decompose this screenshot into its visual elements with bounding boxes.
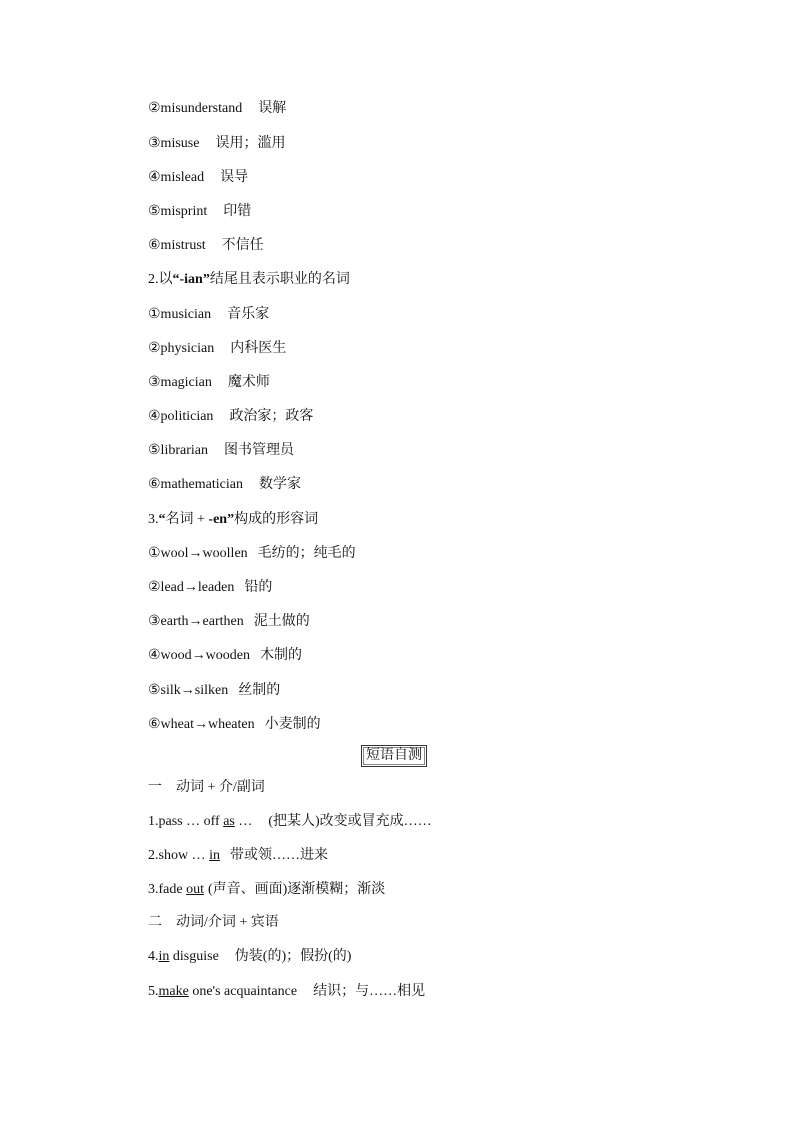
list-item bbox=[148, 168, 248, 188]
phrase-item bbox=[148, 846, 328, 866]
answer-blank: in bbox=[158, 949, 170, 964]
heading-text: 构成的形容词 bbox=[234, 512, 319, 527]
meaning: 印错 bbox=[223, 204, 252, 219]
meaning: 泥土做的 bbox=[253, 614, 310, 629]
meaning: 带或领……进来 bbox=[229, 848, 328, 863]
list-item bbox=[148, 99, 286, 119]
meaning: 魔术师 bbox=[227, 375, 270, 390]
word: ⑥mistrust bbox=[148, 238, 206, 253]
meaning: 图书管理员 bbox=[223, 443, 294, 458]
word: ⑤librarian bbox=[148, 443, 208, 458]
word: ⑥mathematician bbox=[148, 477, 243, 492]
phrase-text: one's acquaintance bbox=[188, 984, 298, 999]
list-item bbox=[148, 305, 269, 325]
word: ③earth→earthen bbox=[148, 614, 244, 629]
word: ①musician bbox=[148, 307, 212, 322]
phrase-text: 2.show … bbox=[148, 848, 210, 863]
phrase-text: … bbox=[234, 814, 253, 829]
phrase-item bbox=[148, 947, 351, 967]
list-item bbox=[148, 681, 280, 701]
word: ③misuse bbox=[148, 136, 200, 151]
suffix-term: -en bbox=[208, 512, 228, 527]
list-item bbox=[148, 134, 285, 154]
word: ①wool→woollen bbox=[148, 546, 248, 561]
meaning: 政治家；政客 bbox=[229, 409, 314, 424]
meaning: 不信任 bbox=[221, 238, 264, 253]
word: ④wood→wooden bbox=[148, 648, 250, 663]
list-item bbox=[148, 202, 251, 222]
meaning: 木制的 bbox=[260, 648, 302, 663]
heading-text: 名词 + bbox=[165, 512, 209, 527]
meaning: (把某人)改变或冒充成…… bbox=[268, 814, 432, 829]
word: ②lead→leaden bbox=[148, 580, 235, 595]
meaning: 小麦制的 bbox=[264, 717, 321, 732]
close-quote: ” bbox=[202, 272, 210, 287]
phrase-item bbox=[148, 982, 425, 1002]
list-item bbox=[148, 407, 313, 427]
word: ②misunderstand bbox=[148, 101, 243, 116]
word: ②physician bbox=[148, 341, 215, 356]
meaning: 毛纺的；纯毛的 bbox=[257, 546, 356, 561]
list-item bbox=[148, 646, 302, 666]
answer-blank: as bbox=[223, 814, 235, 829]
meaning: 丝制的 bbox=[238, 683, 281, 698]
list-item bbox=[148, 475, 301, 495]
list-item bbox=[148, 612, 310, 632]
meaning: (声音、画面)逐渐模糊；渐淡 bbox=[207, 882, 386, 897]
sub-heading: 二 动词/介词 + 宾语 bbox=[148, 915, 279, 930]
list-item bbox=[148, 544, 356, 564]
heading-prefix: 3. bbox=[148, 512, 159, 527]
word: ⑤silk→silken bbox=[148, 683, 229, 698]
meaning: 误导 bbox=[220, 170, 249, 185]
answer-blank: out bbox=[186, 882, 204, 897]
heading-text: 结尾且表示职业的名词 bbox=[209, 272, 350, 287]
phrase-text: 3.fade bbox=[148, 882, 187, 897]
answer-blank: make bbox=[158, 984, 189, 999]
meaning: 数学家 bbox=[258, 477, 301, 492]
open-quote: “ bbox=[172, 272, 180, 287]
meaning: 伪装(的)；假扮(的) bbox=[234, 949, 352, 964]
answer-blank: in bbox=[209, 848, 220, 863]
list-item bbox=[148, 715, 321, 735]
word: ④mislead bbox=[148, 170, 205, 185]
close-quote: ” bbox=[227, 512, 235, 527]
list-item bbox=[148, 373, 270, 393]
phrase-text: 1.pass … off bbox=[148, 814, 224, 829]
heading-prefix: 2.以 bbox=[148, 272, 173, 287]
section-heading bbox=[148, 510, 318, 530]
suffix-term: -ian bbox=[179, 272, 203, 287]
meaning: 音乐家 bbox=[227, 307, 270, 322]
meaning: 结识；与……相见 bbox=[313, 984, 426, 999]
meaning: 内科医生 bbox=[230, 341, 287, 356]
list-item bbox=[148, 236, 264, 256]
phrase-item bbox=[148, 812, 432, 832]
section-heading bbox=[148, 270, 350, 290]
list-item bbox=[148, 339, 286, 359]
word: ③magician bbox=[148, 375, 212, 390]
phrase-text: disguise bbox=[169, 949, 219, 964]
section-title-box: 短语自测 bbox=[361, 745, 427, 767]
phrase-text: 4. bbox=[148, 949, 159, 964]
list-item bbox=[148, 441, 294, 461]
word: ④politician bbox=[148, 409, 214, 424]
phrase-text: 5. bbox=[148, 984, 159, 999]
word: ⑥wheat→wheaten bbox=[148, 717, 255, 732]
list-item bbox=[148, 578, 272, 598]
sub-heading: 一 动词 + 介/副词 bbox=[148, 780, 265, 795]
meaning: 铅的 bbox=[244, 580, 273, 595]
open-quote: “ bbox=[158, 512, 166, 527]
meaning: 误用；滥用 bbox=[215, 136, 286, 151]
word: ⑤misprint bbox=[148, 204, 208, 219]
phrase-item bbox=[148, 880, 385, 900]
meaning: 误解 bbox=[258, 101, 287, 116]
